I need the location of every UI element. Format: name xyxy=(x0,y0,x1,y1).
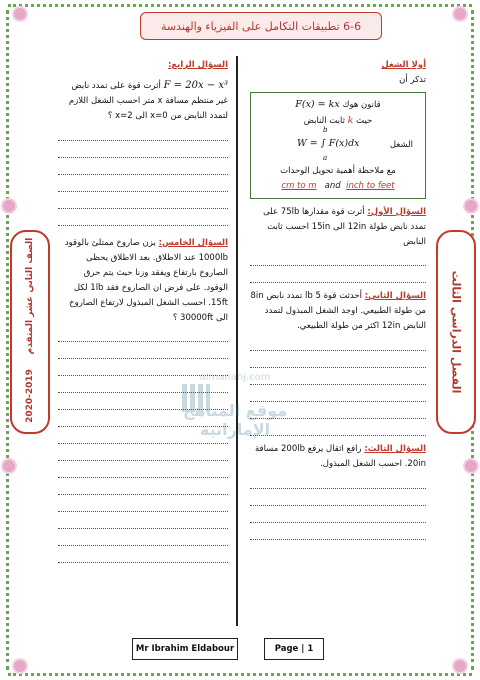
answer-line[interactable] xyxy=(58,175,228,192)
answer-line[interactable] xyxy=(58,461,228,478)
answer-line[interactable] xyxy=(58,478,228,495)
answer-line[interactable] xyxy=(58,158,228,175)
answer-line[interactable] xyxy=(58,495,228,512)
hooke-law-row xyxy=(257,97,419,114)
answer-line[interactable] xyxy=(250,249,426,266)
question-4-formula: F = 20x − x³ xyxy=(163,79,228,91)
flower-ornament xyxy=(14,8,26,20)
where-row xyxy=(257,113,419,130)
conversion-row xyxy=(257,179,419,194)
answer-line[interactable] xyxy=(58,141,228,158)
answer-line[interactable] xyxy=(250,523,426,540)
flower-ornament xyxy=(3,460,15,472)
year-label: 2020-2019 xyxy=(25,369,35,423)
question-1-title: السؤال الأول: xyxy=(367,206,426,217)
spring-constant-label: ثابت النابض xyxy=(303,116,345,127)
watermark xyxy=(160,372,310,462)
flower-ornament xyxy=(465,460,477,472)
conversion-inch-feet: inch to feet xyxy=(346,180,395,191)
watermark-logo-icon xyxy=(182,384,210,412)
question-1 xyxy=(250,205,426,250)
work-formula: W = ∫ F(x)dx xyxy=(297,138,360,149)
answer-line[interactable] xyxy=(58,124,228,141)
question-5-title: السؤال الخامس: xyxy=(158,238,228,249)
formula-box xyxy=(250,92,426,199)
conversion-and: and xyxy=(324,180,341,191)
question-4-text: أثرت قوة على تمدد نابض غير منتظم مسافة x متر احسب الشغل اللازم لتمدد النابض من x=0 الى x=2 ؟ xyxy=(68,80,228,122)
page-number: Page | 1 xyxy=(264,638,324,660)
answer-line[interactable] xyxy=(250,472,426,489)
flower-ornament xyxy=(14,660,26,672)
column-divider xyxy=(236,56,238,626)
question-2-text: أحدثت قوة 5 lb تمدد نابض 8in من طولة الطبيعي. اوجد الشغل المبذول لتمدد النابض 12in اكثر من طولة الطبيعي. xyxy=(250,291,426,332)
answer-line[interactable] xyxy=(58,529,228,546)
flower-ornament xyxy=(454,8,466,20)
answer-line[interactable] xyxy=(250,489,426,506)
conversion-cm-m: cm to m xyxy=(281,180,317,191)
upper-bound: b xyxy=(323,126,328,134)
question-4 xyxy=(58,77,228,124)
question-3-title: السؤال الثالث: xyxy=(364,444,426,454)
question-5 xyxy=(58,236,228,325)
work-label: الشغل xyxy=(389,140,413,150)
question-2-title: السؤال الثاني: xyxy=(364,291,426,302)
author-box: Mr Ibrahim Eldabour xyxy=(132,638,238,660)
lower-bound: a xyxy=(323,154,328,162)
question-5-text: يزن صاروخ ممتلئ بالوقود 1000lb عند الاطلاق. بعد الاطلاق يحظى الصاروخ بارتفاع ويفقد وزنا حيث يتم حرق الوقود. على فرض ان الصاروخ فقد 1lb لكل 15ft. احسب الشغل المبذول لارتفاع الصاروخ الى 30000ft ؟ xyxy=(64,238,228,323)
answer-line[interactable] xyxy=(58,546,228,563)
flower-ornament xyxy=(454,660,466,672)
flower-ornament xyxy=(465,200,477,212)
section-title: أولا الشغل xyxy=(381,60,426,70)
flower-ornament xyxy=(3,200,15,212)
answer-line[interactable] xyxy=(250,334,426,351)
question-4-title: السؤال الرابع: xyxy=(167,60,228,70)
hooke-label: قانون هوك xyxy=(342,99,381,110)
answer-line[interactable] xyxy=(58,192,228,209)
answer-line[interactable] xyxy=(58,325,228,342)
where-label: حيث xyxy=(356,116,373,127)
answer-line[interactable] xyxy=(250,351,426,368)
left-column xyxy=(58,58,228,563)
remember-label: تذكر أن xyxy=(399,74,426,85)
right-column xyxy=(250,58,426,540)
side-banner-term xyxy=(436,230,476,434)
units-note: مع ملاحظة أهمية تحويل الوحدات xyxy=(280,166,396,176)
hooke-formula: F(x) = kx xyxy=(295,98,340,110)
question-1-text: أثرت قوة مقدارها 75lb على تمدد نابض طولة 12in الى 15in احسب ثابت النابض xyxy=(263,206,426,247)
grade-label: الصف الثاني عشر المتقدم xyxy=(25,237,35,355)
answer-line[interactable] xyxy=(250,266,426,283)
work-row xyxy=(257,126,419,164)
answer-line[interactable] xyxy=(58,512,228,529)
k-symbol: k xyxy=(347,115,354,127)
page-title: 6-6 تطبيقات التكامل على الفيزياء والهندسة xyxy=(140,12,382,40)
watermark-url: almanahj.com xyxy=(199,372,271,383)
question-3-text: رافع اثقال يرفع 200lb مسافة 20in. احسب الشغل المبذول. xyxy=(254,444,426,469)
answer-line[interactable] xyxy=(250,506,426,523)
answer-line[interactable] xyxy=(58,209,228,226)
side-banner-grade xyxy=(10,230,50,434)
vine-border-bottom xyxy=(8,663,472,676)
answer-line[interactable] xyxy=(58,342,228,359)
watermark-text: موقع المناهج الإماراتية xyxy=(182,401,288,439)
question-2 xyxy=(250,289,426,334)
term-label: الفصل الدراسي الثالث xyxy=(449,270,463,394)
